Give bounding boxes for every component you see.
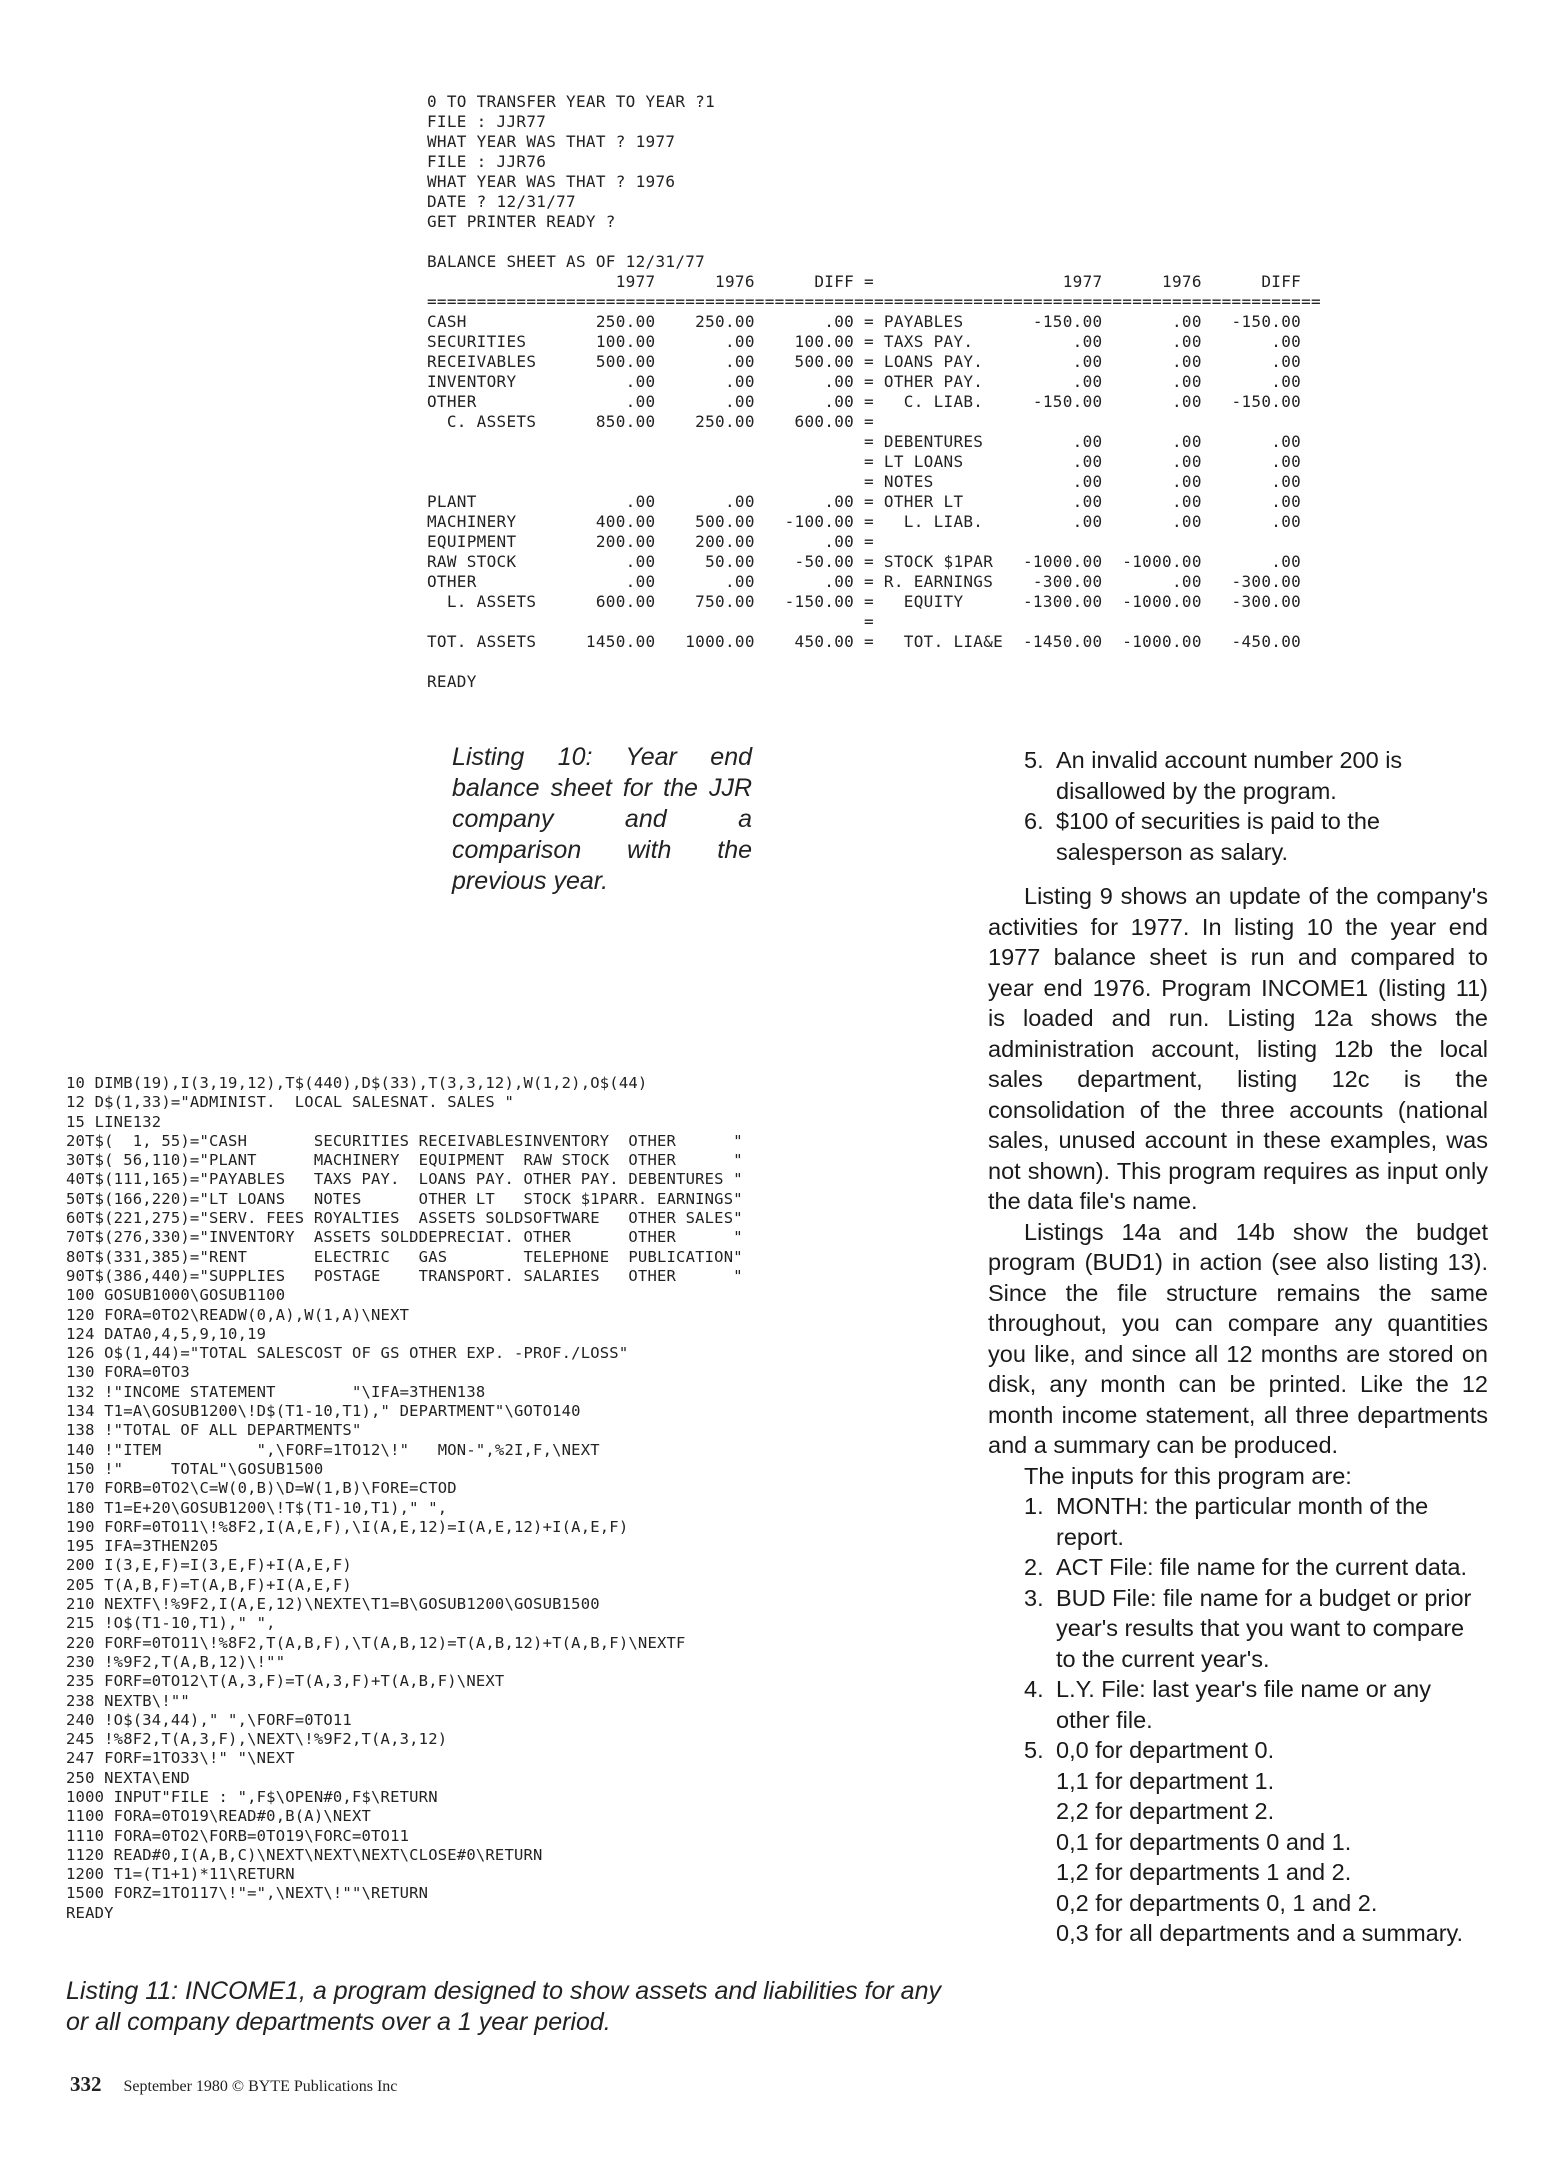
department-option: 0,2 for departments 0, 1 and 2. <box>1056 1889 1378 1916</box>
list-text: BUD File: file name for a budget or prior year's results that you want to compare to the current year's. <box>1056 1584 1472 1672</box>
list-number: 3. <box>1024 1584 1044 1611</box>
page-footer <box>70 2072 397 2097</box>
footer-publication: September 1980 © BYTE Publications Inc <box>123 2078 398 2095</box>
list-number: 4. <box>1024 1676 1044 1702</box>
list-number: 6. <box>1024 808 1044 834</box>
list-text: $100 of securities is paid to the salesperson as salary. <box>1056 808 1380 865</box>
list-text: 0,0 for department 0. <box>1056 1737 1275 1763</box>
list-item <box>988 1491 1488 1552</box>
paragraph-listing-9: Listing 9 shows an update of the company's activities for 1977. In listing 10 the year end 1977 balance sheet is run and compared to year end 1976. Program INCOME1 (listing 11) is loaded and run. Listing 12a shows the administration account, listing 12b the local sales department, listing 12c is the consolidation of the three accounts (national sales, unused account in these examples, was not shown). This program requires as input only the data file's name. <box>988 883 1488 1214</box>
department-option: 1,2 for departments 1 and 2. <box>1056 1859 1352 1885</box>
paragraph-inputs-intro: The inputs for this program are: <box>1024 1462 1352 1489</box>
list-number: 5. <box>1024 1737 1044 1763</box>
department-option: 0,1 for departments 0 and 1. <box>1056 1828 1352 1855</box>
list-item <box>988 1735 1488 1766</box>
page-number: 332 <box>70 2072 102 2096</box>
list-text: ACT File: file name for the current data. <box>1056 1554 1467 1580</box>
listing-10-output: 0 TO TRANSFER YEAR TO YEAR ?1 FILE : JJR77 WHAT YEAR WAS THAT ? 1977 FILE : JJR76 WHAT YEAR WAS THAT ? 1976 DATE ? 12/31/77 GET PRINTER READY ? BALANCE SHEET AS OF 12/31/77 1977 1976 DIFF = 1977 1976 DIFF ========================================================================================== CASH 250.00 250.00 .00 = PAYABLES -150.00 .00 -150.00 SECURITIES 100.00 .00 100.00 = TAXS PAY. .00 .00 .00 RECEIVABLES 500.00 .00 500.00 = LOANS PAY. .00 .00 .00 INVENTORY .00 .00 .00 = OTHER PAY. .00 .00 .00 OTHER .00 .00 .00 = C. LIAB. -150.00 .00 -150.00 C. ASSETS 850.00 250.00 600.00 = = DEBENTURES .00 .00 .00 = LT LOANS .00 .00 .00 = NOTES .00 .00 .00 PLANT .00 .00 .00 = OTHER LT .00 .00 .00 MACHINERY 400.00 500.00 -100.00 = L. LIAB. .00 .00 .00 EQUIPMENT 200.00 200.00 .00 = RAW STOCK .00 50.00 -50.00 = STOCK $1PAR -1000.00 -1000.00 .00 OTHER .00 .00 .00 = R. EARNINGS -300.00 .00 -300.00 L. ASSETS 600.00 750.00 -150.00 = EQUITY -1300.00 -1000.00 -300.00 = TOT. ASSETS 1450.00 1000.00 450.00 = TOT. LIA&E -1450.00 -1000.00 -450.00 READY <box>427 92 1321 691</box>
department-option: 2,2 for department 2. <box>1056 1798 1275 1824</box>
article-column <box>988 745 1488 1949</box>
list-item <box>988 806 1488 867</box>
numbered-list-inputs <box>988 1491 1488 1766</box>
list-text: MONTH: the particular month of the report. <box>1056 1493 1429 1550</box>
list-number: 5. <box>1024 747 1044 773</box>
list-text: An invalid account number 200 is disallowed by the program. <box>1056 747 1403 804</box>
list-item <box>988 745 1488 806</box>
list-item <box>988 1674 1488 1735</box>
department-option: 1,1 for department 1. <box>1056 1767 1275 1794</box>
listing-11-caption: Listing 11: INCOME1, a program designed to show assets and liabilities for any or all company departments over a 1 year period. <box>66 1977 941 2036</box>
numbered-list-continued <box>988 745 1488 867</box>
department-option: 0,3 for all departments and a summary. <box>1056 1920 1464 1946</box>
list-item <box>988 1552 1488 1583</box>
listing-11-code: 10 DIMB(19),I(3,19,12),T$(440),D$(33),T(3,3,12),W(1,2),O$(44) 12 D$(1,33)="ADMINIST. LOCAL SALESNAT. SALES " 15 LINE132 20T$( 1, 55)="CASH SECURITIES RECEIVABLESINVENTORY OTHER " 30T$( 56,110)="PLANT MACHINERY EQUIPMENT RAW STOCK OTHER " 40T$(111,165)="PAYABLES TAXS PAY. LOANS PAY. OTHER PAY. DEBENTURES " 50T$(166,220)="LT LOANS NOTES OTHER LT STOCK $1PARR. EARNINGS" 60T$(221,275)="SERV. FEES ROYALTIES ASSETS SOLDSOFTWARE OTHER SALES" 70T$(276,330)="INVENTORY ASSETS SOLDDEPRECIAT. OTHER OTHER " 80T$(331,385)="RENT ELECTRIC GAS TELEPHONE PUBLICATION" 90T$(386,440)="SUPPLIES POSTAGE TRANSPORT. SALARIES OTHER " 100 GOSUB1000\GOSUB1100 120 FORA=0TO2\READW(0,A),W(1,A)\NEXT 124 DATA0,4,5,9,10,19 126 O$(1,44)="TOTAL SALESCOST OF GS OTHER EXP. -PROF./LOSS" 130 FORA=0TO3 132 !"INCOME STATEMENT "\IFA=3THEN138 134 T1=A\GOSUB1200\!D$(T1-10,T1)," DEPARTMENT"\GOTO140 138 !"TOTAL OF ALL DEPARTMENTS" 140 !"ITEM ",\FORF=1TO12\!" MON-",%2I,F,\NEXT 150 !" TOTAL"\GOSUB1500 170 FORB=0TO2\C=W(0,B)\D=W(1,B)\FORE=CTOD 180 T1=E+20\GOSUB1200\!T$(T1-10,T1)," ", 190 FORF=0TO11\!%8F2,I(A,E,F),\I(A,E,12)=I(A,E,12)+I(A,E,F) 195 IFA=3THEN205 200 I(3,E,F)=I(3,E,F)+I(A,E,F) 205 T(A,B,F)=T(A,B,F)+I(A,E,F) 210 NEXTF\!%9F2,I(A,E,12)\NEXTE\T1=B\GOSUB1200\GOSUB1500 215 !O$(T1-10,T1)," ", 220 FORF=0TO11\!%8F2,T(A,B,F),\T(A,B,12)=T(A,B,12)+T(A,B,F)\NEXTF 230 !%9F2,T(A,B,12)\!"" 235 FORF=0TO12\T(A,3,F)=T(A,3,F)+T(A,B,F)\NEXT 238 NEXTB\!"" 240 !O$(34,44)," ",\FORF=0TO11 245 !%8F2,T(A,3,F),\NEXT\!%9F2,T(A,3,12) 247 FORF=1TO33\!" "\NEXT 250 NEXTA\END 1000 INPUT"FILE : ",F$\OPEN#0,F$\RETURN 1100 FORA=0TO19\READ#0,B(A)\NEXT 1110 FORA=0TO2\FORB=0TO19\FORC=0TO11 1120 READ#0,I(A,B,C)\NEXT\NEXT\NEXT\CLOSE#0\RETURN 1200 T1=(T1+1)*11\RETURN 1500 FORZ=1TO117\!"=",\NEXT\!""\RETURN READY <box>66 1074 743 1922</box>
listing-10-caption: Listing 10: Year end balance sheet for the JJR company and a comparison with the previous year. <box>452 743 752 895</box>
list-number: 2. <box>1024 1554 1044 1580</box>
list-text: L.Y. File: last year's file name or any other file. <box>1056 1676 1432 1733</box>
paragraph-budget-program: Listings 14a and 14b show the budget program (BUD1) in action (see also listing 13). Since the file structure remains the same throughout, you can compare any quantities you like, and since all 12 months are stored on disk, any month can be printed. Like the 12 month income statement, all three departments and a summary can be produced. <box>988 1218 1488 1458</box>
list-number: 1. <box>1024 1493 1044 1519</box>
list-item <box>988 1583 1488 1675</box>
